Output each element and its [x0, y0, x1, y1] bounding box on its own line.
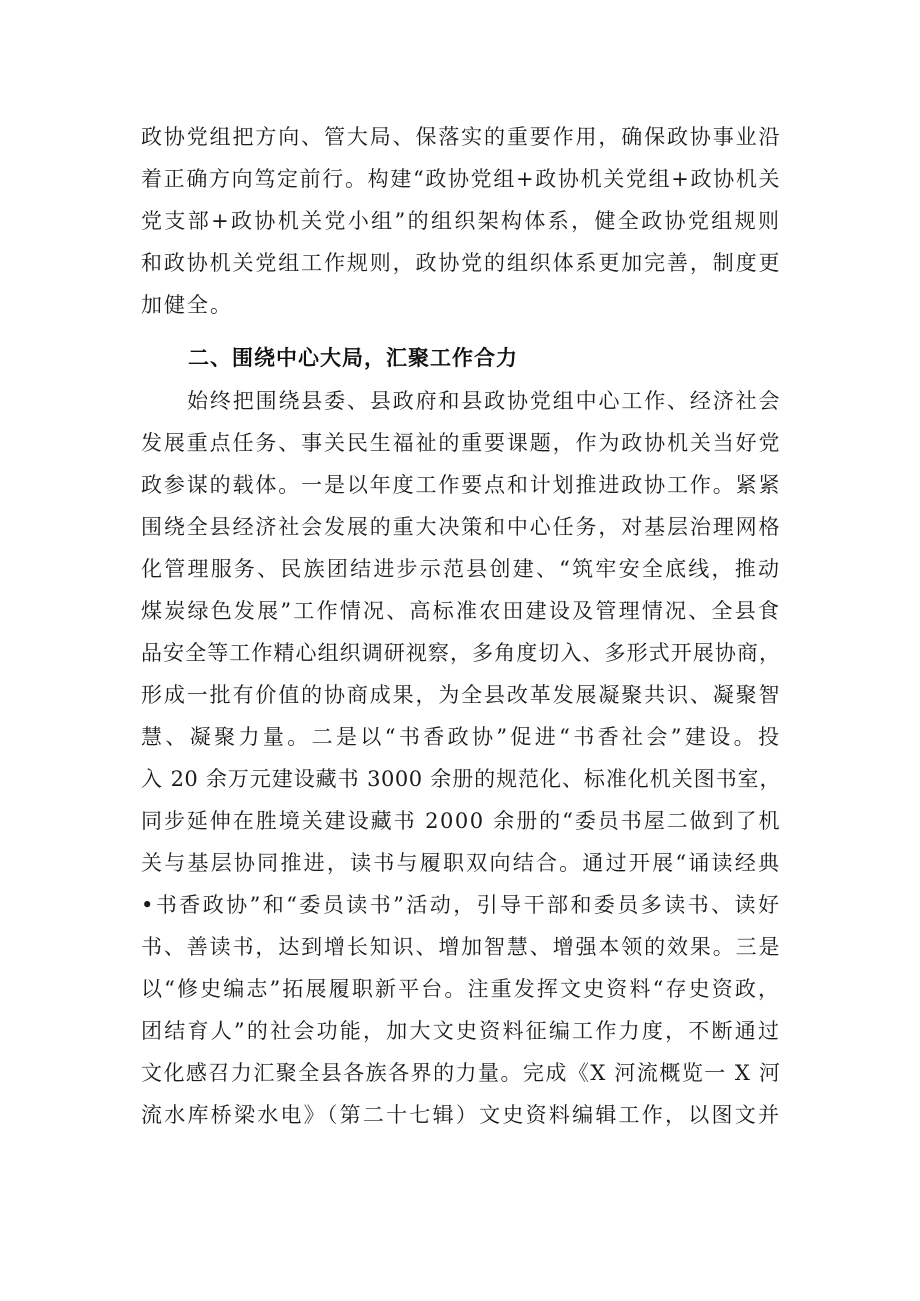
text-line: 围绕全县经济社会发展的重大决策和中心任务，对基层治理网格 — [141, 515, 781, 539]
text-line: 煤炭绿色发展”工作情况、高标准农田建设及管理情况、全县食 — [141, 599, 781, 623]
text-line: 发展重点任务、事关民生福祉的重要课题，作为政协机关当好党 — [141, 431, 781, 455]
paragraph-central-work — [141, 380, 781, 1136]
paragraph-party-organization — [141, 116, 781, 326]
text-line: 流水库桥梁水电》（第二十七辑）文史资料编辑工作，以图文并 — [141, 1103, 781, 1127]
text-line: 书、善读书，达到增长知识、增加智慧、增强本领的效果。三是 — [141, 935, 781, 959]
text-line: 政参谋的载体。一是以年度工作要点和计划推进政协工作。紧紧 — [141, 473, 781, 497]
text-line: 团结育人”的社会功能，加大文史资料征编工作力度，不断通过 — [141, 1019, 781, 1043]
text-line: 化管理服务、民族团结进步示范县创建、“筑牢安全底线，推动 — [141, 557, 781, 581]
text-line: 文化感召力汇聚全县各族各界的力量。完成《X 河流概览一 X 河 — [141, 1061, 781, 1085]
section-heading: 二、围绕中心大局，汇聚工作合力 — [188, 346, 518, 370]
text-line: 关与基层协同推进，读书与履职双向结合。通过开展“诵读经典 — [141, 851, 781, 875]
text-line: 加健全。 — [141, 293, 233, 317]
text-line: 和政协机关党组工作规则，政协党的组织体系更加完善，制度更 — [141, 251, 781, 275]
text-line: 慧、凝聚力量。二是以“书香政协”促进“书香社会”建设。投 — [141, 725, 781, 749]
text-line: 着正确方向笃定前行。构建“政协党组+政协机关党组+政协机关 — [141, 167, 781, 191]
text-line: 品安全等工作精心组织调研视察，多角度切入、多形式开展协商， — [141, 641, 781, 665]
text-line: 同步延伸在胜境关建设藏书 2000 余册的“委员书屋二做到了机 — [141, 809, 781, 833]
text-line: 政协党组把方向、管大局、保落实的重要作用，确保政协事业沿 — [141, 125, 781, 149]
text-line: 党支部+政协机关党小组”的组织架构体系，健全政协党组规则 — [141, 209, 781, 233]
text-line: 以“修史编志”拓展履职新平台。注重发挥文史资料“存史资政， — [141, 977, 781, 1001]
text-line: •书香政协”和“委员读书”活动，引导干部和委员多读书、读好 — [141, 893, 781, 917]
text-line: 始终把围绕县委、县政府和县政协党组中心工作、经济社会 — [187, 389, 781, 413]
text-line: 入 20 余万元建设藏书 3000 余册的规范化、标准化机关图书室， — [141, 767, 781, 791]
text-line: 形成一批有价值的协商成果，为全县改革发展凝聚共识、凝聚智 — [141, 683, 781, 707]
